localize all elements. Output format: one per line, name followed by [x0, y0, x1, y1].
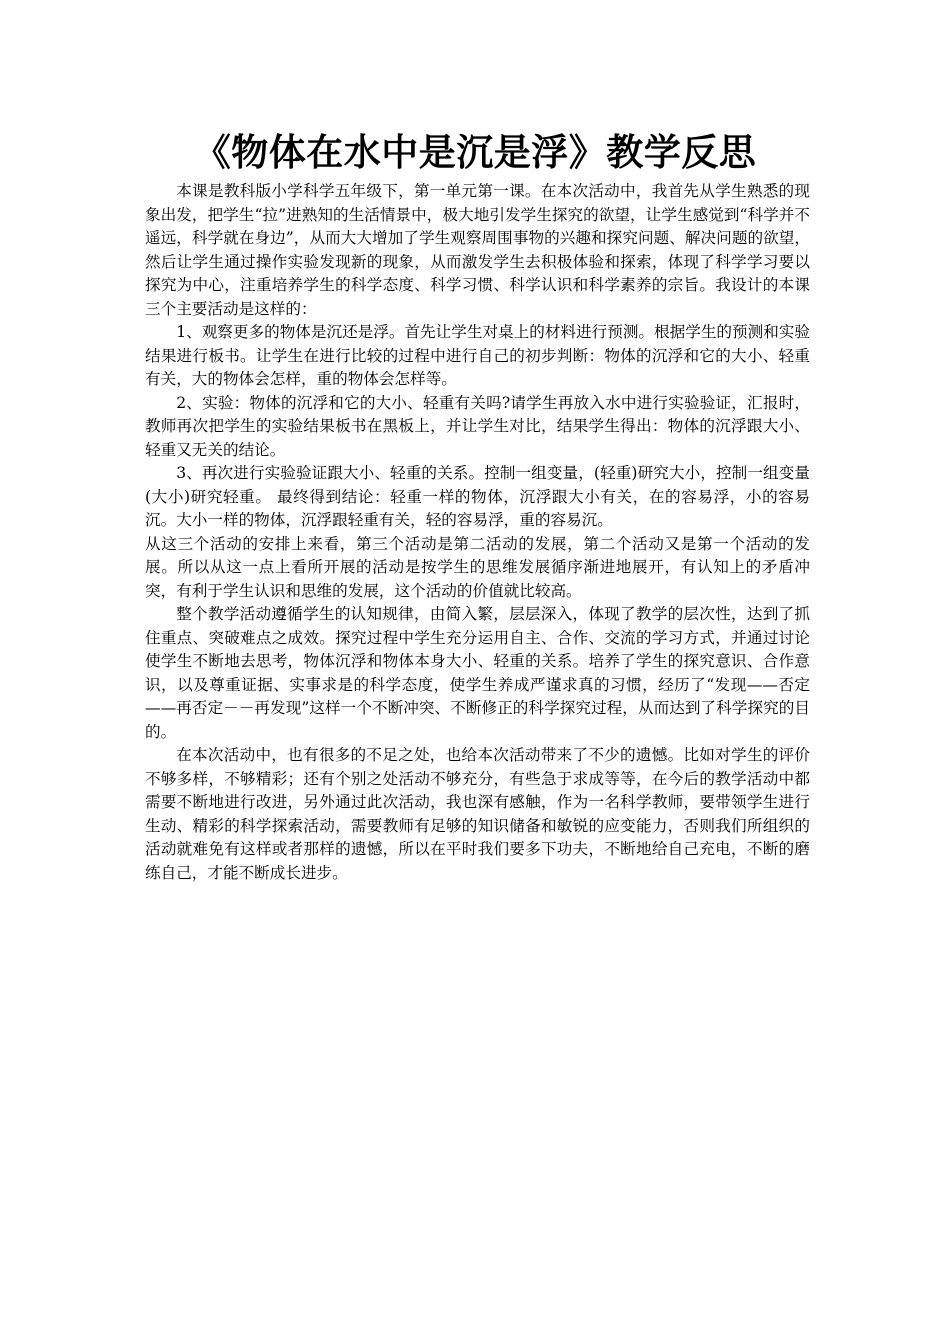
- paragraph-intro: 本课是教科版小学科学五年级下，第一单元第一课。在本次活动中，我首先从学生熟悉的现象出发，把学生“拉”进熟知的生活情景中，极大地引发学生探究的欲望，让学生感觉到“科学并不遥远，科学就在身边”，从而大大增加了学生观察周围事物的兴趣和探究问题、解决问题的欲望，然后让学生通过操作实验发现新的现象，从而激发学生去积极体验和探索，体现了科学学习要以探究为中心，注重培养学生的科学态度、科学习惯、科学认识和科学素养的宗旨。我设计的本课三个主要活动是这样的：: [145, 182, 810, 318]
- paragraph-overall-reflection: 整个教学活动遵循学生的认知规律，由简入繁，层层深入，体现了教学的层次性，达到了抓住重点、突破难点之成效。探究过程中学生充分运用自主、合作、交流的学习方式，并通过讨论使学生不断地去思考，物体沉浮和物体本身大小、轻重的关系。培养了学生的探究意识、合作意识，以及尊重证据、实事求是的科学态度，使学生养成严谨求真的习惯，经历了“发现——否定——再否定－－再发现”这样一个不断冲突、不断修正的科学探究过程，从而达到了科学探究的目的。: [145, 605, 810, 741]
- paragraph-activity-3: 3、再次进行实验验证跟大小、轻重的关系。控制一组变量，(轻重)研究大小，控制一组变量(大小)研究轻重。 最终得到结论：轻重一样的物体，沉浮跟大小有关，在的容易浮，小的容易沉。大小一样的物体，沉浮跟轻重有关，轻的容易浮，重的容易沉。: [145, 464, 810, 529]
- paragraph-shortcomings: 在本次活动中，也有很多的不足之处，也给本次活动带来了不少的遗憾。比如对学生的评价不够多样，不够精彩；还有个别之处活动不够充分，有些急于求成等等，在今后的教学活动中都需要不断地进行改进，另外通过此次活动，我也深有感触，作为一名科学教师，要带领学生进行生动、精彩的科学探索活动，需要教师有足够的知识储备和敏锐的应变能力，否则我们所组织的活动就难免有这样或者那样的遗憾，所以在平时我们要多下功夫，不断地给自己充电，不断的磨练自己，才能不断成长进步。: [145, 746, 810, 882]
- paragraph-activity-1: 1、观察更多的物体是沉还是浮。首先让学生对桌上的材料进行预测。根据学生的预测和实验结果进行板书。让学生在进行比较的过程中进行自己的初步判断：物体的沉浮和它的大小、轻重有关，大的物体会怎样，重的物体会怎样等。: [145, 323, 810, 388]
- paragraph-activity-analysis: 从这三个活动的安排上来看，第三个活动是第二活动的发展，第二个活动又是第一个活动的发展。所以从这一点上看所开展的活动是按学生的思维发展循序渐进地展开，有认知上的矛盾冲突，有利于学生认识和思维的发展，这个活动的价值就比较高。: [145, 534, 810, 600]
- document-title: 《物体在水中是沉是浮》教学反思: [193, 130, 757, 174]
- paragraph-activity-2: 2、实验：物体的沉浮和它的大小、轻重有关吗?请学生再放入水中进行实验验证，汇报时，教师再次把学生的实验结果板书在黑板上，并让学生对比，结果学生得出：物体的沉浮跟大小、轻重又无关的结论。: [145, 393, 810, 459]
- document-body: [145, 180, 810, 885]
